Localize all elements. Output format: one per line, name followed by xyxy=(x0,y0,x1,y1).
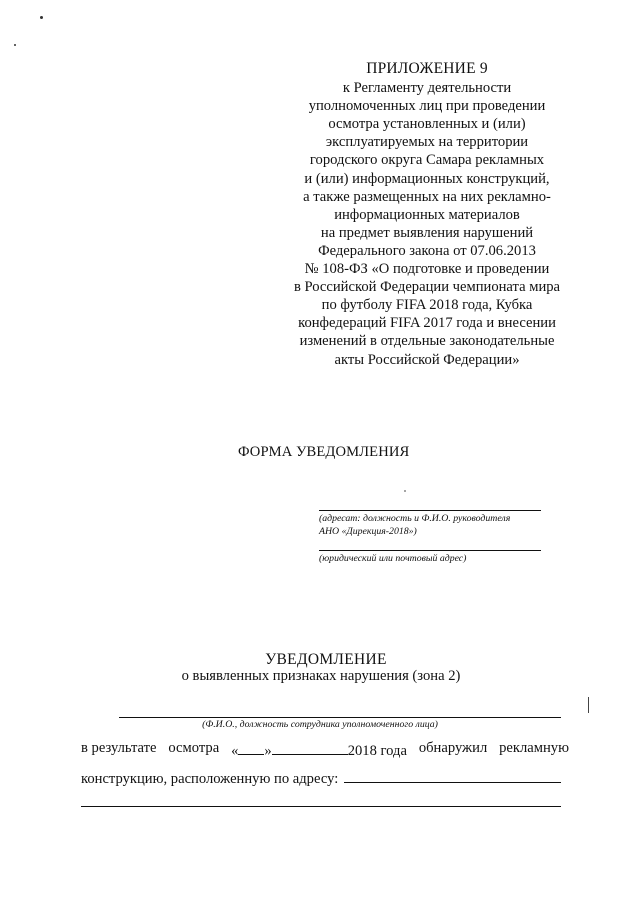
appendix-line: а также размещенных на них рекламно- xyxy=(303,188,551,205)
notice-title: УВЕДОМЛЕНИЕ xyxy=(265,651,387,668)
quote-open: « xyxy=(231,743,239,759)
appendix-line: по футболу FIFA 2018 года, Кубка xyxy=(321,297,533,314)
text-segment: рекламную xyxy=(499,740,569,756)
scan-speck xyxy=(404,490,406,492)
appendix-line: конфедераций FIFA 2017 года и внесении xyxy=(298,315,556,332)
text-segment: осмотра xyxy=(168,740,220,756)
day-field[interactable] xyxy=(238,740,264,755)
appendix-line: № 108-ФЗ «О подготовке и проведении xyxy=(304,261,550,278)
appendix-line: уполномоченных лиц при проведении xyxy=(308,98,546,115)
year-text: 2018 года xyxy=(347,743,407,759)
address-line xyxy=(81,768,569,788)
addressee-caption xyxy=(319,513,541,538)
appendix-line: эксплуатируемых на территории xyxy=(325,134,529,151)
appendix-line: в Российской Федерации чемпионата мира xyxy=(293,279,561,296)
inspection-line xyxy=(81,740,569,760)
addressee-caption-line: АНО «Дирекция-2018») xyxy=(319,525,417,537)
appendix-line: на предмет выявления нарушений xyxy=(320,224,534,241)
scan-speck xyxy=(14,44,16,46)
fio-field[interactable] xyxy=(119,717,561,718)
scan-speck xyxy=(40,16,43,19)
appendix-line: информационных материалов xyxy=(334,206,520,223)
appendix-line: акты Российской Федерации» xyxy=(334,351,520,368)
addressee-block xyxy=(319,498,541,566)
month-field[interactable] xyxy=(272,740,348,755)
appendix-title: ПРИЛОЖЕНИЕ 9 xyxy=(366,60,488,77)
notice-subtitle: о выявленных признаках нарушения (зона 2) xyxy=(181,668,461,684)
appendix-line: городского округа Самара рекламных xyxy=(309,152,545,169)
addressee-field[interactable] xyxy=(319,498,541,511)
appendix-line: Федерального закона от 07.06.2013 xyxy=(318,242,536,259)
appendix-header xyxy=(262,60,592,369)
continuation-field[interactable] xyxy=(81,806,561,807)
form-title: ФОРМА УВЕДОМЛЕНИЯ xyxy=(238,444,410,460)
appendix-line: и (или) информационных конструкций, xyxy=(304,170,550,187)
appendix-line: осмотра установленных и (или) xyxy=(328,116,526,133)
address-caption: (юридический или почтовый адрес) xyxy=(319,553,467,564)
address-field[interactable] xyxy=(319,538,541,551)
text-segment: в результате xyxy=(81,740,157,756)
text-segment: обнаружил xyxy=(418,740,488,756)
address-label: конструкцию, расположенную по адресу: xyxy=(81,771,339,787)
fio-caption: (Ф.И.О., должность сотрудника уполномоченного лица) xyxy=(202,719,438,730)
scan-mark xyxy=(588,697,589,713)
appendix-line: изменений в отдельные законодательные xyxy=(299,333,555,350)
quote-close: » xyxy=(264,743,272,759)
appendix-line: к Регламенту деятельности xyxy=(342,80,512,97)
addressee-caption-line: (адресат: должность и Ф.И.О. руководителя xyxy=(319,513,511,524)
construction-address-field[interactable] xyxy=(344,768,561,783)
date-segment xyxy=(231,740,407,760)
